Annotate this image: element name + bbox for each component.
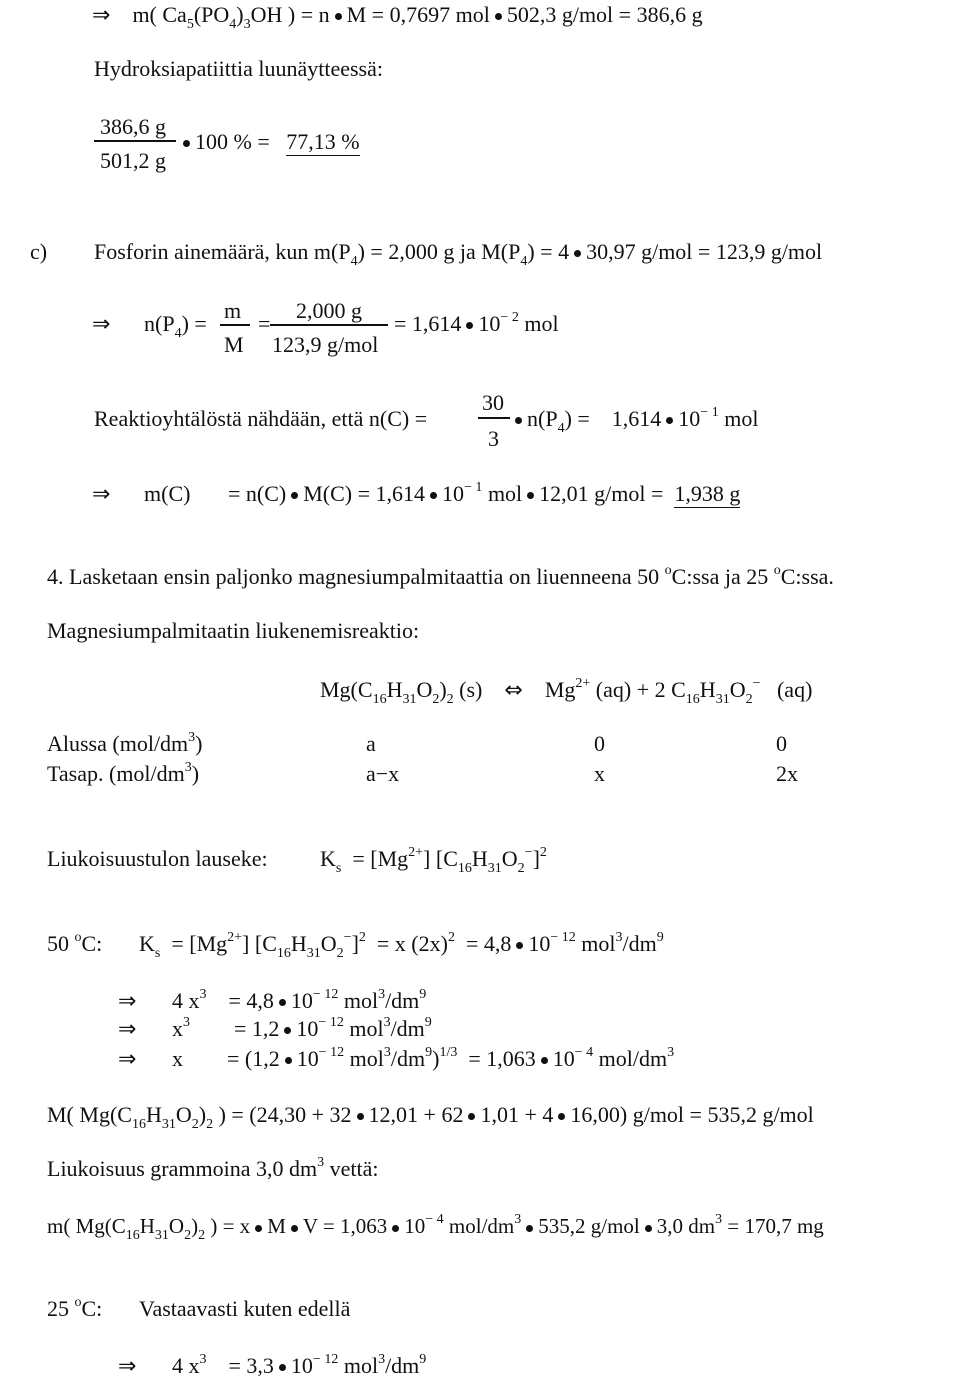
subscript: 2 [206,1117,214,1132]
bullet-dot-icon [468,1113,475,1120]
subscript: 2 [517,861,525,876]
subscript: 16 [131,1117,146,1132]
bullet-dot-icon [291,492,298,499]
text: 10 [296,1016,319,1041]
implies-arrow-icon [118,990,136,1013]
superscript: 3 [514,1212,522,1227]
bullet-dot-icon [291,1225,298,1232]
text: = 170,7 mg [727,1214,824,1238]
line-mass-hydroxyapatite [92,2,703,32]
subscript: s [154,946,161,961]
text: Mg [544,677,576,702]
superscript: 3 [615,930,623,945]
bullet-dot-icon [357,1113,364,1120]
table-cell: 0 [594,731,605,756]
text: = x (2x) [376,931,448,956]
text: = n(C) [228,481,287,506]
dissolution-reaction-equation [320,676,813,707]
superscript: 2+ [227,930,243,945]
text: mol [524,311,559,336]
bullet-dot-icon [466,322,473,329]
np4-label [144,311,207,341]
equilibrium-arrow-icon: ⇔ [504,678,523,703]
superscript: 1/3 [439,1045,458,1060]
text: /dm [385,1353,420,1378]
text: = 1,614 [394,311,462,336]
bullet-dot-icon [279,1364,286,1371]
solubility-grams-heading [47,1155,379,1181]
text: ] [532,846,540,871]
bullet-dot-icon [430,492,437,499]
subscript: 2 [336,946,344,961]
text: 10 [678,406,701,431]
superscript: 3 [667,1045,675,1060]
text: O [175,1102,192,1127]
bullet-dot-icon [392,1225,399,1232]
cubic-equation-25-line [172,1352,427,1378]
np4-result [394,310,559,336]
superscript: 3 [183,1015,190,1030]
superscript: 3 [715,1212,723,1227]
superscript: 3 [378,987,386,1002]
text: ) [432,1046,440,1071]
text: = 4,8 [465,931,512,956]
table-row [47,760,200,786]
degree-superscript: o [74,930,82,945]
subscript: 16 [685,692,700,707]
line-phosphorus-amount [94,239,823,269]
text: (aq) [776,677,813,702]
similarly-text: Vastaavasti kuten edellä [139,1296,351,1321]
subscript: 2 [432,692,440,707]
text: 3,0 dm [656,1214,716,1238]
fraction-numerator: m [224,298,242,323]
text: /dm [390,1046,426,1071]
text: 535,2 g/mol [538,1214,640,1238]
bullet-dot-icon [284,1027,291,1034]
text: 1,01 + 4 [480,1102,554,1127]
text: M [267,1214,286,1238]
subscript: 16 [457,861,472,876]
nc-result [510,405,759,436]
text: Fosforin ainemäärä, kun m(P [94,239,351,264]
text: M(C) = 1,614 [303,481,426,506]
text: 1,614 [611,406,662,431]
bullet-dot-icon [285,1057,292,1064]
text: (aq) + 2 C [595,677,686,702]
text: m( Ca [132,2,187,27]
text: Liukoisuus grammoina 3,0 dm [47,1156,318,1181]
text: mol [349,1046,384,1071]
text: mol [343,1353,379,1378]
bullet-dot-icon [515,417,522,424]
text: (PO [193,2,230,27]
subscript: 2 [198,1228,206,1243]
text: 10 [552,1046,575,1071]
text: n(P [144,311,175,336]
bullet-dot-icon [255,1225,262,1232]
implies-arrow-icon: ⇒ [92,3,111,28]
table-cell: a−x [366,761,400,786]
temp-50-label [47,930,103,956]
text: O [168,1214,185,1238]
text: /dm [622,931,657,956]
text: vettä: [324,1156,379,1181]
subscript: 31 [306,946,321,961]
text: 30,97 g/mol = 123,9 g/mol [586,239,823,264]
text: = [Mg [352,846,409,871]
arrow-glyph: ⇒ [118,1354,137,1379]
text: mol [724,406,759,431]
text: 502,3 g/mol = 386,6 g [506,2,703,27]
text: = (1,2 [227,1046,280,1071]
subscript: 31 [154,1228,169,1243]
text: C:ssa ja 25 [671,564,769,589]
subscript: 2 [745,692,753,707]
text: mol [343,988,379,1013]
fraction-bar [270,324,388,326]
bullet-dot-icon [527,492,534,499]
superscript: 2+ [575,676,591,691]
implies-arrow-icon [118,1355,136,1378]
superscript: 9 [419,1352,427,1367]
text: 25 [47,1296,69,1321]
molar-mass-line [47,1102,814,1132]
solubility-result-line [172,1045,675,1071]
text: K [139,931,155,956]
text: C: [81,1296,103,1321]
text: H [699,677,716,702]
arrow-glyph: ⇒ [92,312,111,337]
bullet-dot-icon [645,1225,652,1232]
text: /dm [385,988,420,1013]
fraction-numerator: 30 [482,390,504,415]
text: 4 x [172,1353,200,1378]
text: 10 [290,1353,313,1378]
bullet-dot-icon [541,1057,548,1064]
fraction-denominator: 123,9 g/mol [272,332,379,357]
mass-result-line [47,1212,824,1243]
fraction-bar [94,140,176,142]
solubility-product-label: Liukoisuustulon lauseke: [47,846,268,871]
subscript: 31 [161,1117,176,1132]
text: ) = [181,311,207,336]
subscript: 31 [402,692,417,707]
degree-superscript: o [74,1295,82,1310]
superscript: 3 [184,760,192,775]
text: mol [349,1016,384,1041]
subscript: 4 [350,254,358,269]
exponent: − 1 [700,405,719,420]
result-underlined: 1,938 g [674,481,741,506]
superscript: 3 [383,1015,391,1030]
text: O [320,931,337,956]
text: K [320,846,336,871]
text: 100 % = [195,129,270,154]
text: /dm [390,1016,425,1041]
text: 12,01 + 62 [368,1102,464,1127]
text: C: [81,931,103,956]
equals-sign: = [258,311,271,336]
text: = 1,2 [234,1016,280,1041]
percentage-expression [178,131,360,153]
text: 10 [404,1214,426,1238]
text: ) [191,761,200,786]
row-label: Alussa (mol/dm [47,731,189,756]
exponent: − 4 [574,1045,594,1060]
subscript: 4 [229,17,237,32]
cubic-equation-line [172,987,427,1013]
reaction-equation-text: Reaktioyhtälöstä nähdään, että n(C) = [94,406,428,431]
text: = 3,3 [228,1353,274,1378]
text: H [386,677,403,702]
text: ) [198,1102,207,1127]
bullet-dot-icon [279,999,286,1006]
text: ) [236,2,244,27]
bullet-dot-icon [558,1113,565,1120]
exponent: − 12 [312,987,339,1002]
bullet-dot-icon [666,417,673,424]
superscript: − [524,845,533,860]
text: O [416,677,433,702]
text: O [729,677,746,702]
subscript: 2 [446,692,454,707]
text: H [471,846,488,871]
implies-arrow-icon [92,313,110,336]
text: ) = (24,30 + 32 [213,1102,352,1127]
bullet-dot-icon [574,250,581,257]
task-4-heading [47,563,834,589]
text: 10 [442,481,465,506]
subscript: 31 [487,861,502,876]
exponent: − 12 [318,1015,344,1030]
text: 10 [296,1046,319,1071]
subscript: 16 [276,946,291,961]
superscript: 3 [199,987,207,1002]
text: x [172,1046,183,1071]
text: 12,01 g/mol = [539,481,664,506]
table-cell: x [594,761,605,786]
text: x [172,1016,183,1041]
text: M( Mg(C [47,1102,132,1127]
subscript: 2 [184,1228,192,1243]
text: H [290,931,307,956]
text: ] [C [423,846,458,871]
text: mol [581,931,616,956]
text: OH ) = n [250,2,330,27]
text: ) = 4 [527,239,570,264]
text: ] [351,931,359,956]
superscript: 3 [188,730,196,745]
subscript: 5 [186,17,194,32]
arrow-glyph: ⇒ [118,1047,137,1072]
text: 10 [478,311,501,336]
superscript: 3 [378,1352,386,1367]
table-cell: a [366,731,376,756]
subscript: 31 [715,692,730,707]
dissolution-reaction-heading: Magnesiumpalmitaatin liukenemisreaktio: [47,618,420,643]
text: C:ssa. [780,564,834,589]
mc-calculation [228,480,741,506]
result-underlined: 77,13 % [286,129,360,154]
subscript: 2 [191,1117,199,1132]
cubic-equation-line [172,1015,432,1041]
implies-arrow-icon [118,1048,136,1071]
arrow-glyph: ⇒ [92,482,111,507]
subscript: 4 [174,326,182,341]
text: ] [C [242,931,277,956]
text: ) = 2,000 g ja M(P [357,239,521,264]
superscript: 9 [425,1045,433,1060]
implies-arrow-icon [92,483,110,506]
text: ) = x [205,1214,251,1238]
text: 16,00) g/mol = 535,2 g/mol [570,1102,814,1127]
hydroxyapatite-heading: Hydroksiapatiittia luunäytteessä: [94,56,383,81]
ks-50-expression [139,930,664,961]
text: H [139,1214,155,1238]
superscript: 2 [358,930,366,945]
arrow-glyph: ⇒ [118,989,137,1014]
text: ) [195,731,203,756]
text: H [145,1102,162,1127]
text: mol/dm [448,1214,515,1238]
superscript: 3 [199,1352,207,1367]
text: 50 [47,931,69,956]
bullet-dot-icon [526,1225,533,1232]
table-cell: 2x [776,761,798,786]
fraction-denominator: 501,2 g [100,148,166,173]
subscript: 16 [372,692,387,707]
fraction-denominator: M [224,332,244,357]
fraction-bar [220,324,250,326]
exponent: − 12 [550,930,576,945]
text: 10 [290,988,313,1013]
superscript: 2 [447,930,455,945]
text: Mg(C [320,677,373,702]
bullet-dot-icon [516,942,523,949]
text: (s) [459,677,483,702]
superscript: − [343,930,352,945]
temp-25-label [47,1295,103,1321]
text: ) [439,677,447,702]
mc-label: m(C) [144,481,191,506]
subscript: 3 [243,17,251,32]
exponent: − 2 [500,310,519,325]
text: V = 1,063 [302,1214,388,1238]
superscript: 9 [656,930,664,945]
subscript: 4 [557,421,565,436]
fraction-numerator: 386,6 g [100,114,166,139]
subscript: 16 [125,1228,140,1243]
row-label: Tasap. (mol/dm [47,761,185,786]
superscript: 3 [317,1155,325,1170]
superscript: 2 [539,845,547,860]
text: O [501,846,518,871]
exponent: − 12 [318,1045,345,1060]
superscript: 3 [383,1045,391,1060]
text: M = 0,7697 mol [346,2,490,27]
bullet-dot-icon [495,13,502,20]
text: m( Mg(C [47,1214,126,1238]
exponent: − 1 [464,480,483,495]
text: 4. Lasketaan ensin paljonko magnesiumpalmitaattia on liuenneena 50 [47,564,660,589]
exponent: − 4 [425,1212,444,1227]
text: = 1,063 [468,1046,536,1071]
text: 4 x [172,988,200,1013]
table-row [47,730,203,756]
text: n(P [527,406,558,431]
bullet-dot-icon [335,13,342,20]
superscript: 2+ [408,845,424,860]
superscript: − [752,676,761,691]
text: ) [191,1214,199,1238]
subscript: s [335,861,342,876]
section-c-label: c) [30,239,48,264]
solubility-product-expression [320,845,547,876]
text: mol/dm [598,1046,668,1071]
fraction-bar [478,417,510,419]
table-cell: 0 [776,731,787,756]
degree-superscript: o [773,563,781,578]
fraction-numerator: 2,000 g [296,298,362,323]
arrow-glyph: ⇒ [118,1017,137,1042]
text: ) = [564,406,590,431]
text: = 4,8 [228,988,274,1013]
superscript: 9 [424,1015,432,1030]
implies-arrow-icon [118,1018,136,1041]
fraction-denominator: 3 [488,426,499,451]
degree-superscript: o [664,563,672,578]
text: = [Mg [171,931,228,956]
text: 10 [528,931,551,956]
subscript: 4 [520,254,528,269]
text: mol [487,481,523,506]
bullet-dot-icon [183,140,190,147]
exponent: − 12 [312,1352,339,1367]
superscript: 9 [419,987,427,1002]
